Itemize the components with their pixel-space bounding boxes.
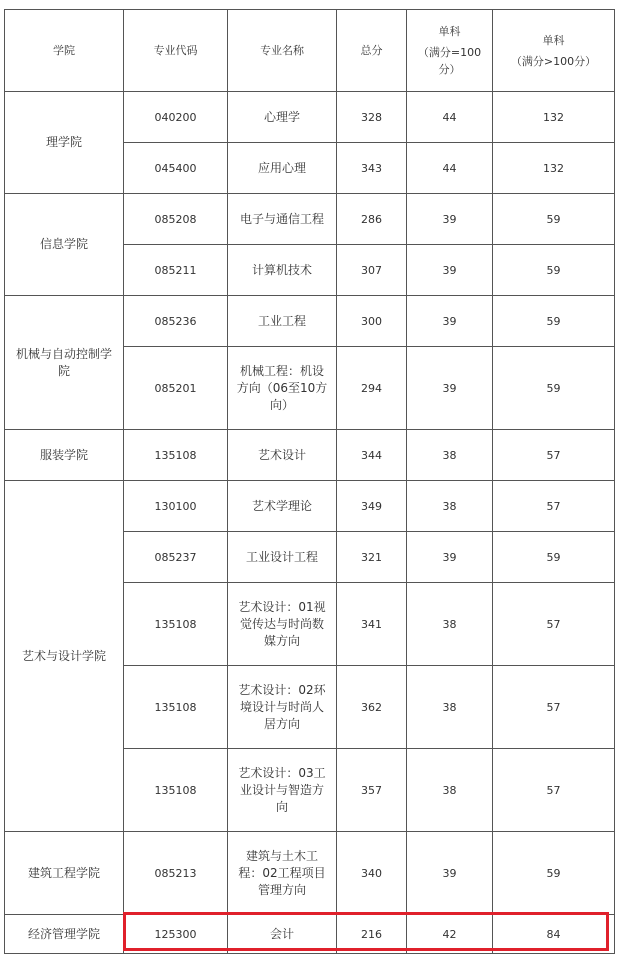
code-cell: 085201 [124, 347, 228, 430]
major-name-line: 心理学 [263, 109, 300, 124]
table-row [5, 430, 615, 481]
header-single1-line: 单科 [438, 25, 461, 38]
single-over-100-cell: 57 [493, 583, 615, 666]
major-name-line: 业设计与智造方 [239, 782, 324, 797]
code-cell: 085236 [124, 296, 228, 347]
major-name-line: 应用心理 [257, 160, 306, 175]
major-name-line: 工业工程 [257, 313, 306, 328]
single-over-100-cell: 132 [493, 92, 615, 143]
code-cell: 045400 [124, 143, 228, 194]
single-over-100-cell: 59 [493, 194, 615, 245]
header-row [5, 10, 615, 92]
college-line: 经济管理学院 [27, 926, 100, 941]
code-cell: 135108 [124, 583, 228, 666]
single-100-cell: 39 [407, 347, 493, 430]
major-name-line: 艺术设计 [257, 447, 306, 462]
major-name-cell [228, 296, 337, 347]
college-line: 建筑工程学院 [27, 865, 100, 880]
major-name-line: 觉传达与时尚数 [239, 616, 324, 631]
single-over-100-cell: 59 [493, 296, 615, 347]
major-name-cell [228, 583, 337, 666]
total-score-cell: 357 [337, 749, 407, 832]
single-100-cell: 38 [407, 666, 493, 749]
code-cell: 125300 [124, 915, 228, 954]
major-name-line: 艺术学理论 [251, 498, 312, 513]
major-name-line: 会计 [269, 926, 294, 941]
single-over-100-cell: 57 [493, 749, 615, 832]
code-cell: 040200 [124, 92, 228, 143]
college-cell [5, 915, 124, 954]
header-single2-line: （满分>100分） [510, 54, 597, 68]
single-over-100-cell: 57 [493, 481, 615, 532]
total-score-cell: 328 [337, 92, 407, 143]
single-100-cell: 39 [407, 832, 493, 915]
header-single2 [493, 10, 615, 92]
single-over-100-cell: 59 [493, 832, 615, 915]
major-name-cell [228, 481, 337, 532]
header-code: 专业代码 [124, 10, 228, 92]
single-100-cell: 38 [407, 749, 493, 832]
single-100-cell: 42 [407, 915, 493, 954]
header-college: 学院 [5, 10, 124, 92]
total-score-cell: 344 [337, 430, 407, 481]
single-over-100-cell: 59 [493, 245, 615, 296]
table-row [5, 194, 615, 245]
total-score-cell: 341 [337, 583, 407, 666]
major-name-line: 计算机技术 [251, 262, 312, 277]
table-row [5, 296, 615, 347]
single-over-100-cell: 57 [493, 666, 615, 749]
code-cell: 135108 [124, 666, 228, 749]
college-line: 院 [57, 363, 70, 378]
college-line: 理学院 [45, 135, 82, 149]
header-total: 总分 [337, 10, 407, 92]
table-row [5, 92, 615, 143]
header-single2-line: 单科 [542, 33, 565, 47]
total-score-cell: 343 [337, 143, 407, 194]
single-100-cell: 39 [407, 532, 493, 583]
total-score-cell: 216 [337, 915, 407, 954]
code-cell: 085208 [124, 194, 228, 245]
header-single1-line: 分） [438, 63, 461, 76]
major-name-line: 艺术设计：01视 [238, 599, 326, 614]
code-cell: 085213 [124, 832, 228, 915]
college-cell [5, 832, 124, 915]
total-score-cell: 340 [337, 832, 407, 915]
total-score-cell: 294 [337, 347, 407, 430]
total-score-cell: 286 [337, 194, 407, 245]
major-name-cell [228, 666, 337, 749]
single-100-cell: 39 [407, 296, 493, 347]
major-name-line: 管理方向 [257, 882, 306, 897]
major-name-cell [228, 143, 337, 194]
major-name-cell [228, 347, 337, 430]
single-over-100-cell: 84 [493, 915, 615, 954]
major-name-cell [228, 245, 337, 296]
major-name-cell [228, 194, 337, 245]
code-cell: 085237 [124, 532, 228, 583]
total-score-cell: 349 [337, 481, 407, 532]
major-name-line: 建筑与土木工 [245, 848, 318, 863]
code-cell: 135108 [124, 430, 228, 481]
major-name-line: 向） [269, 397, 294, 412]
major-name-line: 艺术设计：03工 [238, 765, 326, 780]
college-cell [5, 430, 124, 481]
major-name-line: 向 [275, 799, 288, 814]
major-name-line: 居方向 [263, 716, 300, 731]
college-cell [5, 296, 124, 430]
total-score-cell: 321 [337, 532, 407, 583]
single-over-100-cell: 132 [493, 143, 615, 194]
major-name-line: 机械工程：机设 [239, 363, 324, 378]
single-over-100-cell: 59 [493, 347, 615, 430]
single-100-cell: 38 [407, 430, 493, 481]
total-score-cell: 362 [337, 666, 407, 749]
single-100-cell: 38 [407, 583, 493, 666]
major-name-cell [228, 532, 337, 583]
single-over-100-cell: 59 [493, 532, 615, 583]
college-line: 信息学院 [39, 237, 88, 251]
single-100-cell: 44 [407, 143, 493, 194]
header-name: 专业名称 [228, 10, 337, 92]
major-name-line: 工业设计工程 [245, 549, 318, 564]
table-row [5, 481, 615, 532]
single-100-cell: 39 [407, 194, 493, 245]
major-name-line: 方向（06至10方 [236, 380, 328, 395]
major-name-cell [228, 832, 337, 915]
college-line: 服装学院 [39, 447, 88, 462]
single-over-100-cell: 57 [493, 430, 615, 481]
total-score-cell: 300 [337, 296, 407, 347]
major-name-cell [228, 749, 337, 832]
major-name-line: 程：02工程项目 [238, 865, 326, 880]
score-table [4, 9, 615, 954]
code-cell: 085211 [124, 245, 228, 296]
major-name-line: 境设计与时尚人 [239, 699, 324, 714]
major-name-line: 电子与通信工程 [239, 211, 324, 226]
code-cell: 130100 [124, 481, 228, 532]
header-single1-line: （满分=100 [417, 46, 482, 59]
major-name-line: 媒方向 [263, 633, 300, 648]
major-name-line: 艺术设计：02环 [238, 682, 326, 697]
code-cell: 135108 [124, 749, 228, 832]
college-line: 艺术与设计学院 [21, 648, 106, 663]
major-name-cell [228, 915, 337, 954]
table-row [5, 915, 615, 954]
college-line: 机械与自动控制学 [15, 346, 112, 361]
college-cell [5, 481, 124, 832]
single-100-cell: 44 [407, 92, 493, 143]
college-cell [5, 92, 124, 194]
college-cell [5, 194, 124, 296]
single-100-cell: 38 [407, 481, 493, 532]
table-row [5, 832, 615, 915]
major-name-cell [228, 92, 337, 143]
major-name-cell [228, 430, 337, 481]
header-single1 [407, 10, 493, 92]
total-score-cell: 307 [337, 245, 407, 296]
single-100-cell: 39 [407, 245, 493, 296]
